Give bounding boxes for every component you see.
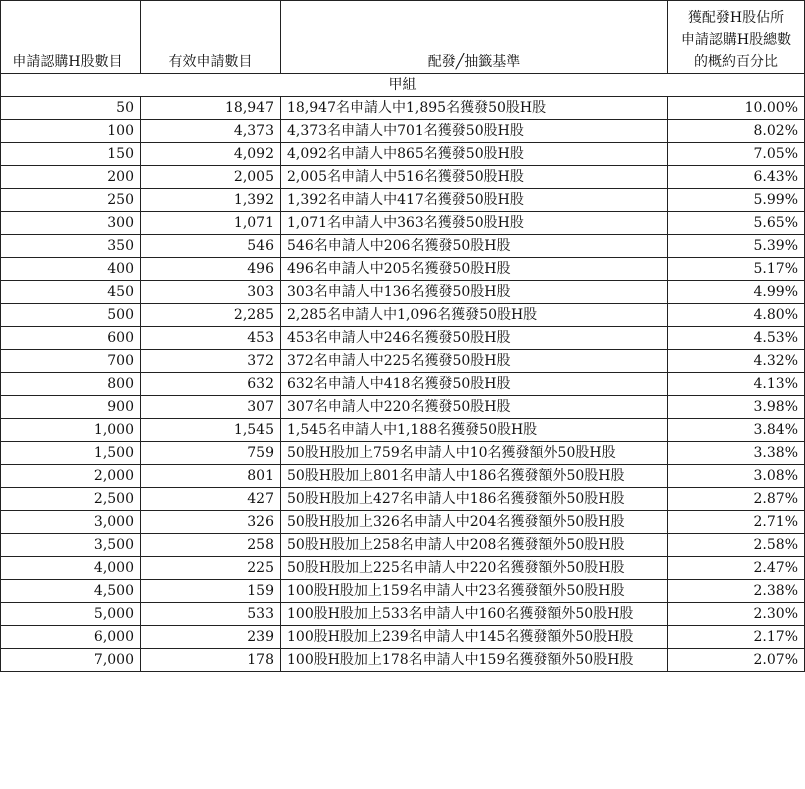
applied-shares-cell: 150 — [1, 143, 141, 166]
valid-applications-cell: 759 — [141, 442, 281, 465]
applied-shares-cell: 400 — [1, 258, 141, 281]
allocation-basis-cell: 546名申請人中206名獲發50股H股 — [281, 235, 668, 258]
applied-shares-cell: 300 — [1, 212, 141, 235]
valid-applications-cell: 2,005 — [141, 166, 281, 189]
allocation-basis-cell: 100股H股加上533名申請人中160名獲發額外50股H股 — [281, 603, 668, 626]
table-row — [1, 580, 805, 603]
approx-percentage-cell: 5.65% — [668, 212, 805, 235]
allocation-basis-cell: 4,373名申請人中701名獲發50股H股 — [281, 120, 668, 143]
group-label: 甲組 — [1, 74, 805, 97]
approx-percentage-cell: 2.38% — [668, 580, 805, 603]
valid-applications-cell: 326 — [141, 511, 281, 534]
header-row — [1, 1, 805, 74]
header-allocation-basis: 配發╱抽籤基準 — [281, 1, 668, 74]
valid-applications-cell: 307 — [141, 396, 281, 419]
valid-applications-cell: 496 — [141, 258, 281, 281]
applied-shares-cell: 450 — [1, 281, 141, 304]
valid-applications-cell: 632 — [141, 373, 281, 396]
applied-shares-cell: 6,000 — [1, 626, 141, 649]
allocation-basis-cell: 50股H股加上427名申請人中186名獲發額外50股H股 — [281, 488, 668, 511]
valid-applications-cell: 801 — [141, 465, 281, 488]
applied-shares-cell: 700 — [1, 350, 141, 373]
table-row — [1, 350, 805, 373]
header-approx-percentage — [668, 1, 805, 74]
allocation-basis-cell: 1,392名申請人中417名獲發50股H股 — [281, 189, 668, 212]
allocation-basis-cell: 100股H股加上178名申請人中159名獲發額外50股H股 — [281, 649, 668, 672]
valid-applications-cell: 1,392 — [141, 189, 281, 212]
approx-percentage-cell: 8.02% — [668, 120, 805, 143]
valid-applications-cell: 2,285 — [141, 304, 281, 327]
valid-applications-cell: 4,373 — [141, 120, 281, 143]
valid-applications-cell: 225 — [141, 557, 281, 580]
applied-shares-cell: 2,500 — [1, 488, 141, 511]
valid-applications-cell: 427 — [141, 488, 281, 511]
approx-percentage-cell: 3.84% — [668, 419, 805, 442]
table-row — [1, 143, 805, 166]
allocation-basis-cell: 1,071名申請人中363名獲發50股H股 — [281, 212, 668, 235]
approx-percentage-cell: 3.98% — [668, 396, 805, 419]
valid-applications-cell: 533 — [141, 603, 281, 626]
approx-percentage-cell: 2.30% — [668, 603, 805, 626]
allocation-basis-cell: 307名申請人中220名獲發50股H股 — [281, 396, 668, 419]
applied-shares-cell: 2,000 — [1, 465, 141, 488]
applied-shares-cell: 5,000 — [1, 603, 141, 626]
approx-percentage-cell: 2.58% — [668, 534, 805, 557]
approx-percentage-cell: 2.87% — [668, 488, 805, 511]
table-row — [1, 534, 805, 557]
applied-shares-cell: 600 — [1, 327, 141, 350]
valid-applications-cell: 178 — [141, 649, 281, 672]
valid-applications-cell: 159 — [141, 580, 281, 603]
applied-shares-cell: 900 — [1, 396, 141, 419]
approx-percentage-cell: 2.71% — [668, 511, 805, 534]
valid-applications-cell: 303 — [141, 281, 281, 304]
table-row — [1, 189, 805, 212]
valid-applications-cell: 1,071 — [141, 212, 281, 235]
header-valid-applications: 有效申請數目 — [141, 1, 281, 74]
allocation-basis-cell: 50股H股加上258名申請人中208名獲發額外50股H股 — [281, 534, 668, 557]
allocation-basis-cell: 50股H股加上326名申請人中204名獲發額外50股H股 — [281, 511, 668, 534]
valid-applications-cell: 258 — [141, 534, 281, 557]
valid-applications-cell: 4,092 — [141, 143, 281, 166]
applied-shares-cell: 3,000 — [1, 511, 141, 534]
allocation-basis-cell: 632名申請人中418名獲發50股H股 — [281, 373, 668, 396]
approx-percentage-cell: 4.32% — [668, 350, 805, 373]
approx-percentage-cell: 10.00% — [668, 97, 805, 120]
table-row — [1, 327, 805, 350]
table-row — [1, 511, 805, 534]
applied-shares-cell: 350 — [1, 235, 141, 258]
table-row — [1, 396, 805, 419]
allocation-basis-cell: 496名申請人中205名獲發50股H股 — [281, 258, 668, 281]
applied-shares-cell: 3,500 — [1, 534, 141, 557]
table-row — [1, 649, 805, 672]
table-row — [1, 557, 805, 580]
allocation-basis-cell: 50股H股加上801名申請人中186名獲發額外50股H股 — [281, 465, 668, 488]
approx-percentage-cell: 4.80% — [668, 304, 805, 327]
allocation-basis-cell: 50股H股加上759名申請人中10名獲發額外50股H股 — [281, 442, 668, 465]
approx-percentage-cell: 5.17% — [668, 258, 805, 281]
valid-applications-cell: 239 — [141, 626, 281, 649]
applied-shares-cell: 100 — [1, 120, 141, 143]
allocation-basis-cell: 18,947名申請人中1,895名獲發50股H股 — [281, 97, 668, 120]
table-row — [1, 258, 805, 281]
header-applied-shares: 申請認購H股數目 — [1, 1, 141, 74]
group-row — [1, 74, 805, 97]
valid-applications-cell: 372 — [141, 350, 281, 373]
table-row — [1, 603, 805, 626]
table-row — [1, 465, 805, 488]
allocation-basis-cell: 50股H股加上225名申請人中220名獲發額外50股H股 — [281, 557, 668, 580]
applied-shares-cell: 50 — [1, 97, 141, 120]
approx-percentage-cell: 2.47% — [668, 557, 805, 580]
allocation-basis-cell: 303名申請人中136名獲發50股H股 — [281, 281, 668, 304]
approx-percentage-cell: 4.99% — [668, 281, 805, 304]
approx-percentage-cell: 5.99% — [668, 189, 805, 212]
table-row — [1, 97, 805, 120]
table-row — [1, 373, 805, 396]
applied-shares-cell: 800 — [1, 373, 141, 396]
allocation-basis-cell: 100股H股加上239名申請人中145名獲發額外50股H股 — [281, 626, 668, 649]
table-row — [1, 626, 805, 649]
approx-percentage-cell: 3.08% — [668, 465, 805, 488]
valid-applications-cell: 453 — [141, 327, 281, 350]
applied-shares-cell: 1,000 — [1, 419, 141, 442]
approx-percentage-cell: 5.39% — [668, 235, 805, 258]
approx-percentage-cell: 4.13% — [668, 373, 805, 396]
allocation-basis-cell: 2,285名申請人中1,096名獲發50股H股 — [281, 304, 668, 327]
allocation-basis-cell: 372名申請人中225名獲發50股H股 — [281, 350, 668, 373]
header-percent-line: 的概約百分比 — [694, 54, 778, 70]
table-row — [1, 281, 805, 304]
approx-percentage-cell: 2.07% — [668, 649, 805, 672]
allocation-basis-cell: 100股H股加上159名申請人中23名獲發額外50股H股 — [281, 580, 668, 603]
header-percent-line: 獲配發H股佔所 — [687, 10, 785, 26]
header-percent-line: 申請認購H股總數 — [680, 32, 792, 48]
allocation-basis-cell: 453名申請人中246名獲發50股H股 — [281, 327, 668, 350]
table-row — [1, 235, 805, 258]
applied-shares-cell: 1,500 — [1, 442, 141, 465]
table-row — [1, 212, 805, 235]
applied-shares-cell: 4,000 — [1, 557, 141, 580]
valid-applications-cell: 1,545 — [141, 419, 281, 442]
approx-percentage-cell: 6.43% — [668, 166, 805, 189]
valid-applications-cell: 546 — [141, 235, 281, 258]
allocation-basis-cell: 2,005名申請人中516名獲發50股H股 — [281, 166, 668, 189]
table-row — [1, 120, 805, 143]
approx-percentage-cell: 4.53% — [668, 327, 805, 350]
applied-shares-cell: 500 — [1, 304, 141, 327]
table-row — [1, 166, 805, 189]
approx-percentage-cell: 3.38% — [668, 442, 805, 465]
applied-shares-cell: 250 — [1, 189, 141, 212]
table-row — [1, 419, 805, 442]
approx-percentage-cell: 2.17% — [668, 626, 805, 649]
applied-shares-cell: 4,500 — [1, 580, 141, 603]
applied-shares-cell: 200 — [1, 166, 141, 189]
applied-shares-cell: 7,000 — [1, 649, 141, 672]
table-row — [1, 304, 805, 327]
table-row — [1, 488, 805, 511]
allocation-basis-cell: 1,545名申請人中1,188名獲發50股H股 — [281, 419, 668, 442]
allocation-basis-cell: 4,092名申請人中865名獲發50股H股 — [281, 143, 668, 166]
valid-applications-cell: 18,947 — [141, 97, 281, 120]
approx-percentage-cell: 7.05% — [668, 143, 805, 166]
table-row — [1, 442, 805, 465]
